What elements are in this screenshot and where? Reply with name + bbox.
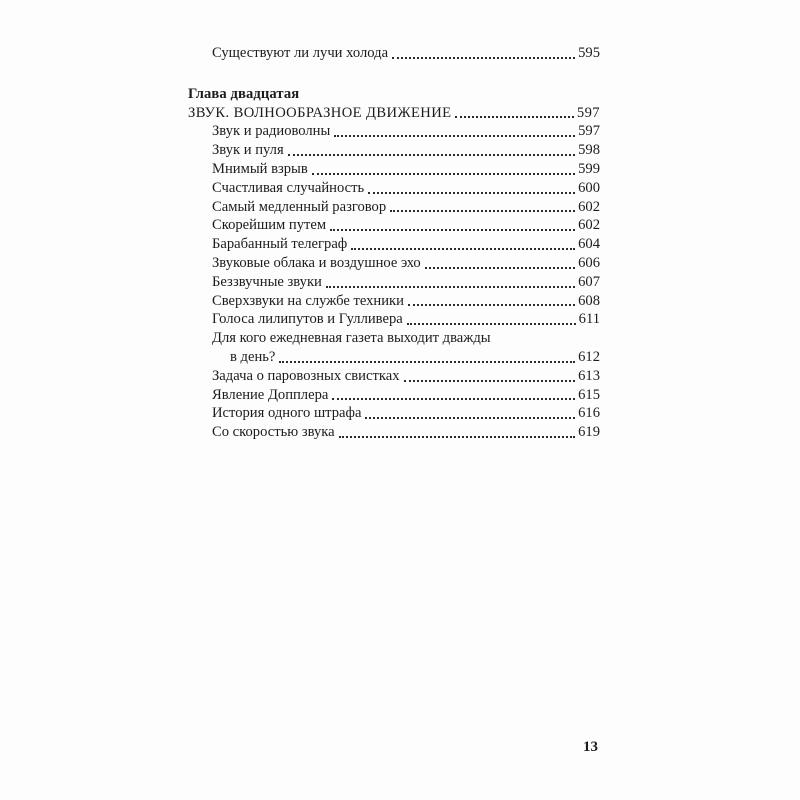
dot-leader <box>351 238 575 250</box>
toc-entry <box>188 310 600 329</box>
toc-entry <box>188 198 600 217</box>
toc-entry-title: Явление Допплера <box>212 386 329 403</box>
chapter-label: Глава двадцатая <box>188 85 300 102</box>
toc-entry <box>188 423 600 442</box>
toc-entry <box>188 122 600 141</box>
dot-leader <box>332 388 575 400</box>
toc-entry-title: Звуковые облака и воздушное эхо <box>212 254 421 271</box>
toc-entry-page: 615 <box>578 386 600 403</box>
dot-leader <box>407 313 576 325</box>
toc-entries <box>188 122 600 329</box>
toc-entry-page: 611 <box>578 311 600 328</box>
toc-entry <box>188 160 600 179</box>
toc-entry-page: 600 <box>578 179 600 196</box>
toc-entry-page: 602 <box>578 198 600 215</box>
dot-leader <box>279 351 575 363</box>
toc-entry-page: 613 <box>578 367 600 384</box>
dot-leader <box>390 200 575 212</box>
toc-entry-title: Звук и пуля <box>212 142 284 159</box>
page-number: 13 <box>583 739 598 755</box>
toc-entry-title-line2: в день? <box>230 348 276 365</box>
toc-entry-title: Сверхзвуки на службе техники <box>212 292 404 309</box>
toc-entry-title: Самый медленный разговор <box>212 198 387 215</box>
section-page: 597 <box>576 104 600 121</box>
section-title: ЗВУК. ВОЛНООБРАЗНОЕ ДВИЖЕНИЕ <box>188 104 452 121</box>
toc-entry <box>188 179 600 198</box>
toc-entry-title: Барабанный телеграф <box>212 236 348 253</box>
toc-entry <box>188 254 600 273</box>
toc-entry-page: 607 <box>578 273 600 290</box>
toc-entry-title: Существуют ли лучи холода <box>212 45 389 61</box>
toc-entries-after <box>188 367 600 442</box>
toc-entry <box>188 386 600 405</box>
toc-entry-page: 619 <box>578 424 600 441</box>
toc-entry-title: Задача о паровозных свистках <box>212 367 400 384</box>
section-entry <box>188 104 600 123</box>
toc-entry-title: Беззвучные звуки <box>212 273 322 290</box>
toc-entry-title: История одного штрафа <box>212 405 362 422</box>
dot-leader <box>326 276 575 288</box>
toc-entry <box>188 404 600 423</box>
toc-entry-title: Мнимый взрыв <box>212 160 308 177</box>
toc-entry <box>188 216 600 235</box>
toc-entry-page: 598 <box>578 142 600 159</box>
toc-entry-line2 <box>212 348 600 367</box>
dot-leader <box>312 163 575 175</box>
toc-entry <box>188 44 600 63</box>
toc-entry-title-line1: Для кого ежедневная газета выходит дважды <box>212 330 491 347</box>
table-of-contents <box>188 44 600 442</box>
toc-entry-title: Со скоростью звука <box>212 424 335 441</box>
toc-entry-page: 597 <box>578 123 600 140</box>
toc-entry-page: 612 <box>578 348 600 365</box>
dot-leader <box>339 426 575 438</box>
toc-entry-page: 602 <box>578 217 600 234</box>
toc-entry-title: Счастливая случайность <box>212 179 365 196</box>
toc-entry <box>188 367 600 386</box>
toc-entry <box>188 273 600 292</box>
toc-entry-page: 606 <box>578 254 600 271</box>
dot-leader <box>368 182 575 194</box>
dot-leader <box>392 47 575 59</box>
toc-entry-page: 608 <box>578 292 600 309</box>
toc-entry-title: Скорейшим путем <box>212 217 327 234</box>
toc-entry-page: 604 <box>578 236 600 253</box>
toc-entry-title: Голоса лилипутов и Гулливера <box>212 311 403 328</box>
toc-entry-page: 599 <box>578 160 600 177</box>
toc-entry <box>188 141 600 160</box>
dot-leader <box>288 144 575 156</box>
toc-entry-title: Звук и радиоволны <box>212 123 331 140</box>
toc-entry-page: 616 <box>578 405 600 422</box>
toc-entry <box>188 235 600 254</box>
dot-leader <box>334 125 575 137</box>
toc-entry <box>188 292 600 311</box>
dot-leader <box>365 407 575 419</box>
toc-entry-multiline <box>188 329 600 367</box>
dot-leader <box>408 294 575 306</box>
dot-leader <box>425 257 575 269</box>
dot-leader <box>404 370 576 382</box>
dot-leader <box>330 219 575 231</box>
dot-leader <box>455 106 573 118</box>
toc-entry-page: 595 <box>578 45 600 61</box>
